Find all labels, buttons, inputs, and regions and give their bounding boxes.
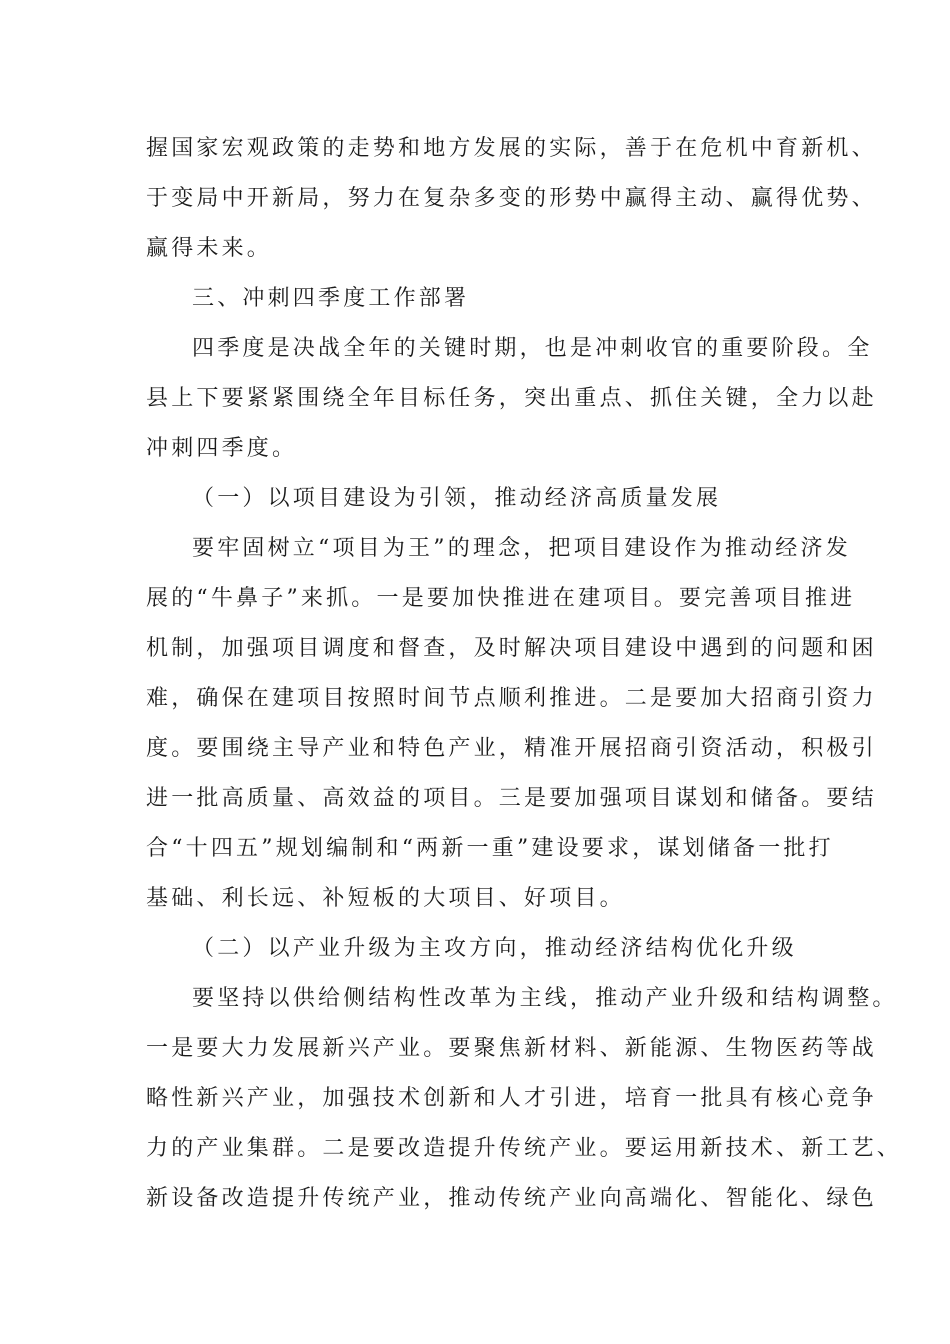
text-line: 力的产业集群。二是要改造提升传统产业。要运用新技术、新工艺、: [146, 1136, 903, 1161]
text-line: 合“十四五”规划编制和“两新一重”建设要求，谋划储备一批打: [146, 836, 834, 861]
text-line: 度。要围绕主导产业和特色产业，精准开展招商引资活动，积极引: [146, 736, 877, 761]
section-heading: 三、冲刺四季度工作部署: [192, 286, 470, 311]
text-line: 一是要大力发展新兴产业。要聚焦新材料、新能源、生物医药等战: [146, 1036, 877, 1061]
text-line: 于变局中开新局，努力在复杂多变的形势中赢得主动、赢得优势、: [146, 186, 877, 211]
text-line: 展的“牛鼻子”来抓。一是要加快推进在建项目。要完善项目推进: [146, 586, 856, 611]
text-line: 握国家宏观政策的走势和地方发展的实际，善于在危机中育新机、: [146, 136, 877, 161]
text-line: 冲刺四季度。: [146, 436, 298, 461]
text-line: 新设备改造提升传统产业，推动传统产业向高端化、智能化、绿色: [146, 1186, 877, 1211]
paragraph-start-line: 要牢固树立“项目为王”的理念，把项目建设作为推动经济发: [192, 536, 851, 561]
paragraph-start-line: 要坚持以供给侧结构性改革为主线，推动产业升级和结构调整。: [192, 986, 898, 1011]
text-line: 进一批高质量、高效益的项目。三是要加强项目谋划和储备。要结: [146, 786, 877, 811]
paragraph-start-line: 四季度是决战全年的关键时期，也是冲刺收官的重要阶段。全: [192, 336, 873, 361]
text-line: 赢得未来。: [146, 236, 273, 261]
text-line: 略性新兴产业，加强技术创新和人才引进，培育一批具有核心竞争: [146, 1086, 877, 1111]
text-line: 基础、利长远、补短板的大项目、好项目。: [146, 886, 625, 911]
text-line: 县上下要紧紧围绕全年目标任务，突出重点、抓住关键，全力以赴: [146, 386, 877, 411]
subsection-heading: （一）以项目建设为引领，推动经济高质量发展: [192, 486, 722, 511]
text-line: 机制，加强项目调度和督查，及时解决项目建设中遇到的问题和困: [146, 636, 877, 661]
text-line: 难，确保在建项目按照时间节点顺利推进。二是要加大招商引资力: [146, 686, 877, 711]
subsection-heading: （二）以产业升级为主攻方向，推动经济结构优化升级: [192, 936, 797, 961]
